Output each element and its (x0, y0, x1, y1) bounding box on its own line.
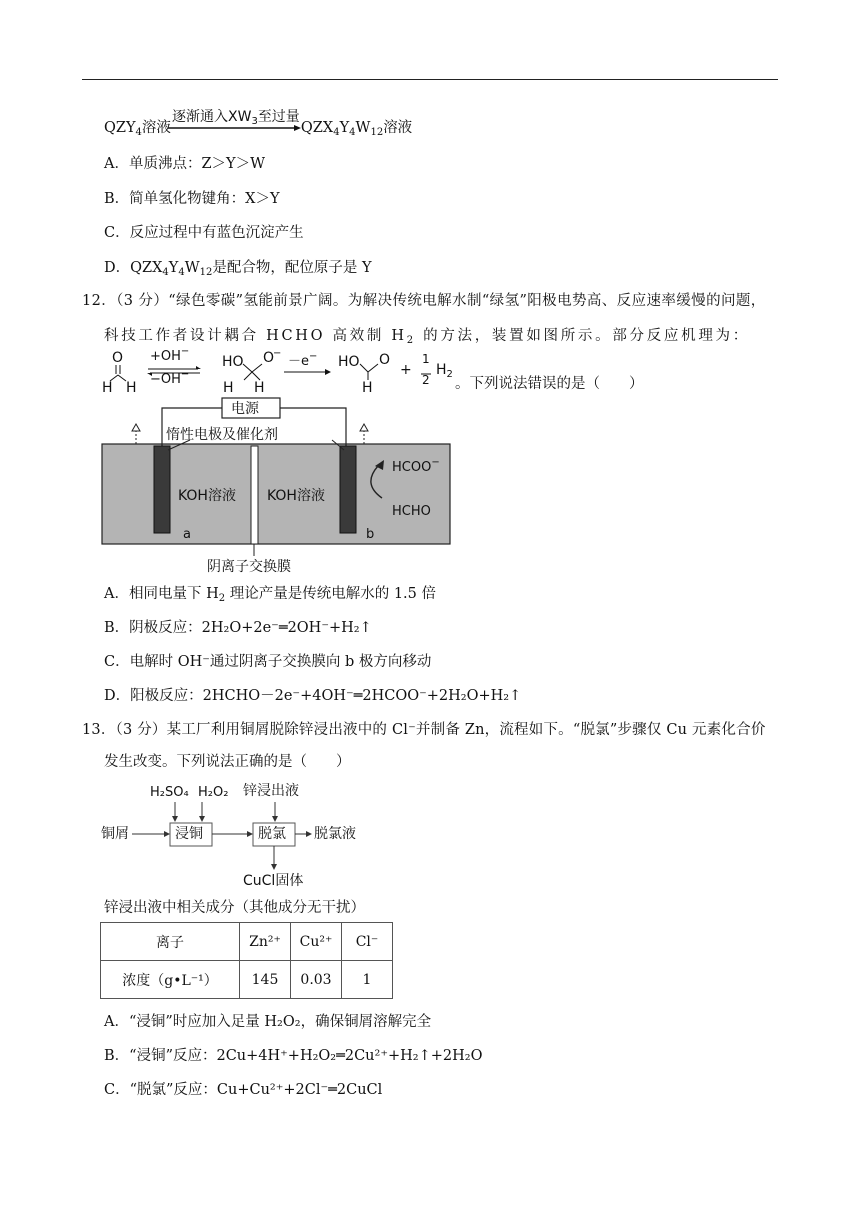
table-cell: Cl⁻ (342, 923, 393, 961)
q13-stem-line1: 13．（3 分）某工厂利用铜屑脱除锌浸出液中的 Cl⁻并制备 Zn，流程如下。“脱氯”步骤仅 Cu 元素化合价 (82, 722, 766, 738)
ion-concentration-table (100, 922, 393, 999)
q11-option-d: D．$QZX_4Y_4W_{12}$是配合物，配位原子是 Y (104, 260, 372, 278)
step-leach-copper: 浸铜 (175, 826, 203, 842)
table-cell: 离子 (101, 923, 240, 961)
table-caption: 锌浸出液中相关成分（其他成分无干扰） (104, 900, 365, 916)
mech-half-den: 2 (422, 373, 430, 387)
q12-option-c: C．电解时 OH⁻通过阴离子交换膜向 b 极方向移动 (104, 654, 432, 670)
q13-stem-line2: 发生改变。下列说法正确的是（ ） (104, 754, 351, 770)
zinc-liquor-label: 锌浸出液 (243, 783, 299, 799)
q12-option-d: D．阳极反应：2HCHO－2e⁻+4OH⁻═2HCOO⁻+2H₂O+H₂↑ (104, 688, 522, 704)
power-source-label: 电源 (231, 401, 259, 417)
formaldehyde-label: HCHO (392, 504, 431, 519)
mech-half-num: 1 (422, 352, 430, 366)
q12-option-b: B．阴极反应：2H₂O+2e⁻═2OH⁻+H₂↑ (104, 620, 372, 636)
q13-option-c: C．“脱氯”反应：Cu+Cu²⁺+2Cl⁻═2CuCl (104, 1082, 383, 1098)
mech-add-oh: +OH− (150, 346, 190, 364)
svg-text:H: H (254, 380, 265, 396)
svg-text:H: H (362, 380, 373, 396)
table-cell: 145 (240, 961, 291, 999)
q11-option-c: C．反应过程中有蓝色沉淀产生 (104, 225, 304, 241)
q12-question: 。下列说法错误的是（ ） (455, 376, 644, 392)
table-cell: Zn²⁺ (240, 923, 291, 961)
reaction-condition: 逐渐通入$XW_3$至过量 (172, 109, 300, 127)
svg-text:H: H (102, 380, 113, 396)
copper-scrap-label: 铜屑 (101, 826, 129, 842)
mech-plus: + (400, 362, 412, 378)
table-cell: Cu²⁺ (291, 923, 342, 961)
electrode-label: 惰性电极及催化剂 (166, 427, 278, 443)
formate-label: HCOO− (392, 457, 440, 475)
right-solution-label: KOH溶液 (267, 488, 325, 504)
q12-stem-line2: 科技工作者设计耦合 HCHO 高效制 $H_2$ 的方法，装置如图所示。部分反应机理为： (104, 328, 750, 346)
electrode-a-label: a (183, 527, 191, 542)
q13-option-a: A．“浸铜”时应加入足量 H₂O₂，确保铜屑溶解完全 (104, 1014, 432, 1030)
table-cell: 浓度（g•L⁻¹） (101, 961, 240, 999)
table-header-row (101, 923, 393, 961)
q12-stem-line1: 12．（3 分）“绿色零碳”氢能前景广阔。为解决传统电解水制“绿氢”阳极电势高、反应速率缓慢的问题， (82, 293, 766, 309)
mech-remove-oh: −OH− (150, 369, 190, 387)
q11-option-a: A．单质沸点：Z＞Y＞W (104, 156, 266, 172)
svg-text:HO: HO (222, 354, 244, 370)
table-cell: 0.03 (291, 961, 342, 999)
q12-option-a: A．相同电量下 $H_2$ 理论产量是传统电解水的 1.5 倍 (104, 586, 436, 604)
svg-text:HO: HO (338, 354, 360, 370)
reaction-equation: $QZY_4$溶液 $QZX_4Y_4W_{12}$溶液 (104, 120, 413, 138)
svg-text:O: O (379, 352, 391, 368)
svg-text:H: H (126, 380, 137, 396)
svg-text:H: H (223, 380, 234, 396)
dechlorinated-liquor-label: 脱氯液 (314, 826, 356, 842)
reagent-h2o2: H₂O₂ (198, 785, 229, 800)
svg-text:O: O (263, 350, 275, 366)
membrane-label: 阴离子交换膜 (207, 559, 291, 575)
left-solution-label: KOH溶液 (178, 488, 236, 504)
table-row (101, 961, 393, 999)
svg-text:O: O (112, 350, 124, 366)
cucl-solid-label: CuCl固体 (243, 873, 304, 889)
reaction-arrow (168, 124, 302, 132)
q13-option-b: B．“浸铜”反应：2Cu+4H⁺+H₂O₂═2Cu²⁺+H₂↑+2H₂O (104, 1048, 483, 1064)
header-rule (82, 79, 778, 80)
q11-option-b: B．简单氢化物键角：X＞Y (104, 191, 280, 207)
electrode-b-label: b (366, 527, 375, 542)
mech-lose-electron: －e− (288, 351, 318, 369)
svg-text:−: − (273, 348, 282, 359)
reagent-h2so4: H₂SO₄ (150, 785, 189, 800)
mech-h2: $H_2$ (436, 362, 453, 380)
table-cell: 1 (342, 961, 393, 999)
step-dechlorinate: 脱氯 (258, 826, 286, 842)
